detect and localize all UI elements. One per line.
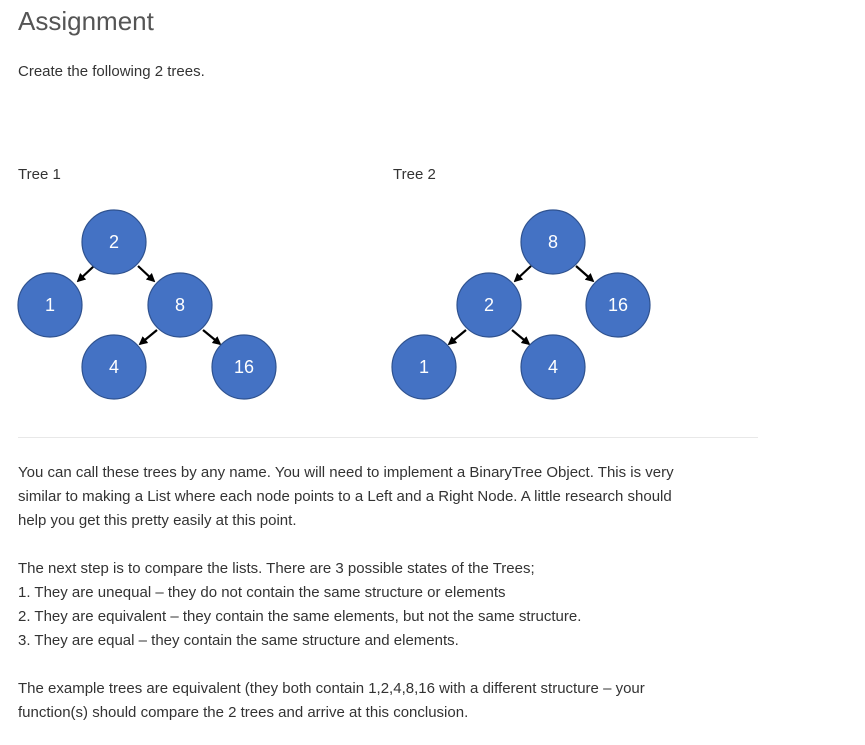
node-value: 16: [607, 295, 629, 315]
node-value: 8: [174, 295, 186, 315]
tree-2-label: Tree 2: [393, 166, 436, 183]
edge-t1-8-to-16: [203, 330, 220, 344]
list-item-unequal: 1. They are unequal – they do not contain the same structure or elements: [18, 584, 506, 601]
node-value: 1: [418, 357, 430, 377]
tree-2-node: [457, 273, 521, 337]
tree-1-node: [148, 273, 212, 337]
edge-t2-2-to-4: [512, 330, 529, 344]
tree-1-nodes: [18, 210, 276, 399]
paragraph-line: function(s) should compare the 2 trees and arrive at this conclusion.: [18, 704, 469, 721]
paragraph-line: The next step is to compare the lists. There are 3 possible states of the Trees;: [18, 560, 535, 577]
edge-t1-2-to-8: [138, 266, 154, 281]
paragraph-binarytree: [18, 461, 758, 533]
paragraph-line: similar to making a List where each node points to a Left and a Right Node. A little research should: [18, 488, 672, 505]
tree-1-label: Tree 1: [18, 166, 61, 183]
tree-1-node: [212, 335, 276, 399]
node-value: 16: [233, 357, 255, 377]
section-divider: [18, 437, 758, 438]
node-value: 4: [547, 357, 559, 377]
tree-2-node: [392, 335, 456, 399]
node-value: 1: [44, 295, 56, 315]
intro-text: Create the following 2 trees.: [18, 63, 205, 80]
list-item-equivalent: 2. They are equivalent – they contain the same elements, but not the same structure.: [18, 608, 582, 625]
tree-2-node: [586, 273, 650, 337]
edge-t1-8-to-4: [140, 330, 157, 344]
tree-2-node: [521, 210, 585, 274]
edge-t2-2-to-1: [449, 330, 466, 344]
paragraph-line: You can call these trees by any name. You will need to implement a BinaryTree Object. This is very: [18, 464, 674, 481]
node-value: 2: [108, 232, 120, 252]
paragraph-line: The example trees are equivalent (they both contain 1,2,4,8,16 with a different structure – your: [18, 680, 645, 697]
tree-2-nodes: [392, 210, 650, 399]
tree-1-node: [82, 335, 146, 399]
page-title: Assignment: [18, 6, 154, 36]
paragraph-line: help you get this pretty easily at this point.: [18, 512, 297, 529]
node-value: 4: [108, 357, 120, 377]
tree-2-node: [521, 335, 585, 399]
paragraph-compare-states: [18, 557, 758, 653]
list-item-equal: 3. They are equal – they contain the same structure and elements.: [18, 632, 459, 649]
edge-t1-2-to-1: [78, 266, 94, 281]
tree-1-node: [18, 273, 82, 337]
edge-t2-8-to-2: [515, 266, 531, 281]
node-value: 8: [547, 232, 559, 252]
paragraph-example-conclusion: [18, 677, 758, 725]
edge-t2-8-to-16: [576, 266, 593, 281]
tree-1-node: [82, 210, 146, 274]
node-value: 2: [483, 295, 495, 315]
